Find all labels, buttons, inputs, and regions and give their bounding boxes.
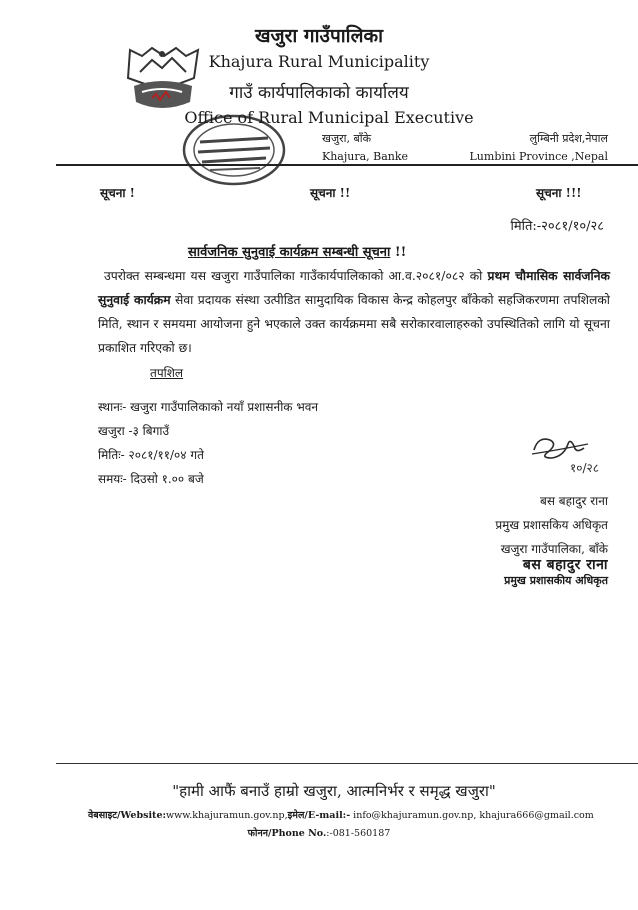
- notice-label-1: सूचना !: [100, 186, 135, 200]
- office-name-nepali: गाउँ कार्यपालिकाको कार्यालय: [229, 83, 409, 103]
- address-left: [322, 130, 408, 166]
- subject-text: सार्वजनिक सुनुवाई कार्यक्रम सम्बन्धी सूचना: [188, 245, 391, 260]
- notice-date: मिति:-२०८१/१०/२८: [510, 219, 604, 234]
- address-right: [470, 130, 609, 166]
- address-right-nepali: लुम्बिनी प्रदेश,नेपाल: [529, 132, 608, 145]
- detail-venue: स्थानः- खजुरा गाउँपालिकाको नयाँ प्रशासनीक भवन: [98, 400, 319, 414]
- municipality-name-nepali: खजुरा गाउँपालिका: [254, 25, 383, 47]
- subject-line: [188, 242, 406, 260]
- phone-number: :-081-560187: [326, 828, 391, 839]
- notice-label-3: सूचना !!!: [536, 186, 582, 200]
- municipality-name-english: Khajura Rural Municipality: [208, 52, 430, 71]
- handwritten-signature: [528, 430, 608, 480]
- notice-body: [98, 264, 610, 360]
- footer-contact: [88, 808, 594, 821]
- notice-label-2: सूचना !!: [310, 186, 351, 200]
- signatory-name: बस बहादुर राना: [540, 494, 608, 508]
- body-bold-program: प्रथम चौमासिक सार्वजनिक सुनुवाई कार्यक्रम: [98, 268, 610, 307]
- email-link[interactable]: info@khajuramun.gov.np, khajura666@gmail.com: [350, 810, 594, 821]
- address-left-english: Khajura, Banke: [322, 150, 409, 163]
- detail-ward: खजुरा -३ बिगाउँ: [98, 424, 170, 438]
- subject-suffix: !!: [390, 245, 407, 260]
- address-right-english: Lumbini Province ,Nepal: [469, 150, 608, 163]
- signatory-office: खजुरा गाउँपालिका, बाँके: [500, 542, 608, 556]
- detail-time: समयः- दिउसो १.०० बजे: [98, 472, 204, 486]
- phone-label: फोनन/Phone No.: [247, 828, 327, 839]
- body-part-1: उपरोक्त सम्बन्धमा यस खजुरा गाउँपालिका गाउँकार्यपालिकाको आ.व.२०८१/०८२ को: [104, 269, 488, 283]
- signature-date: १०/२८: [570, 461, 600, 475]
- stamp-name: बस बहादुर राना: [522, 557, 608, 573]
- footer-slogan: "हामी आफैं बनाउँ हाम्रो खजुरा, आत्मनिर्भर र समृद्ध खजुरा": [172, 782, 496, 800]
- email-label: इमेल/E-mail:-: [287, 810, 351, 821]
- detail-date: मितिः- २०८१/११/०४ गते: [98, 448, 204, 462]
- body-part-2: सेवा प्रदायक संस्था उत्पीडित सामुदायिक विकास केन्द्र कोहलपुर बाँकेको सहजिकरणमा तपशिलको मिति, स्थान र समयमा आयोजना हुने भएकाले उक्त कार्यक्रममा सबै सरोकारवालाहरुको उपस्थितिको लागि यो सूचना प्रकाशित गरिएको छ।: [98, 293, 610, 355]
- website-link[interactable]: www.khajuramun.gov.np,: [166, 810, 288, 821]
- office-name-english: Office of Rural Municipal Executive: [184, 108, 474, 127]
- address-left-nepali: खजुरा, बाँके: [322, 132, 372, 145]
- signatory-title: प्रमुख प्रशासकिय अधिकृत: [495, 518, 608, 532]
- stamp-title: प्रमुख प्रशासकीय अधिकृत: [504, 574, 608, 587]
- footer-phone: [0, 826, 638, 839]
- header-divider: [56, 164, 638, 166]
- website-label: वेबसाइट/Website:: [88, 810, 166, 821]
- details-heading: तपशिल: [150, 366, 184, 380]
- footer-divider: [56, 763, 638, 764]
